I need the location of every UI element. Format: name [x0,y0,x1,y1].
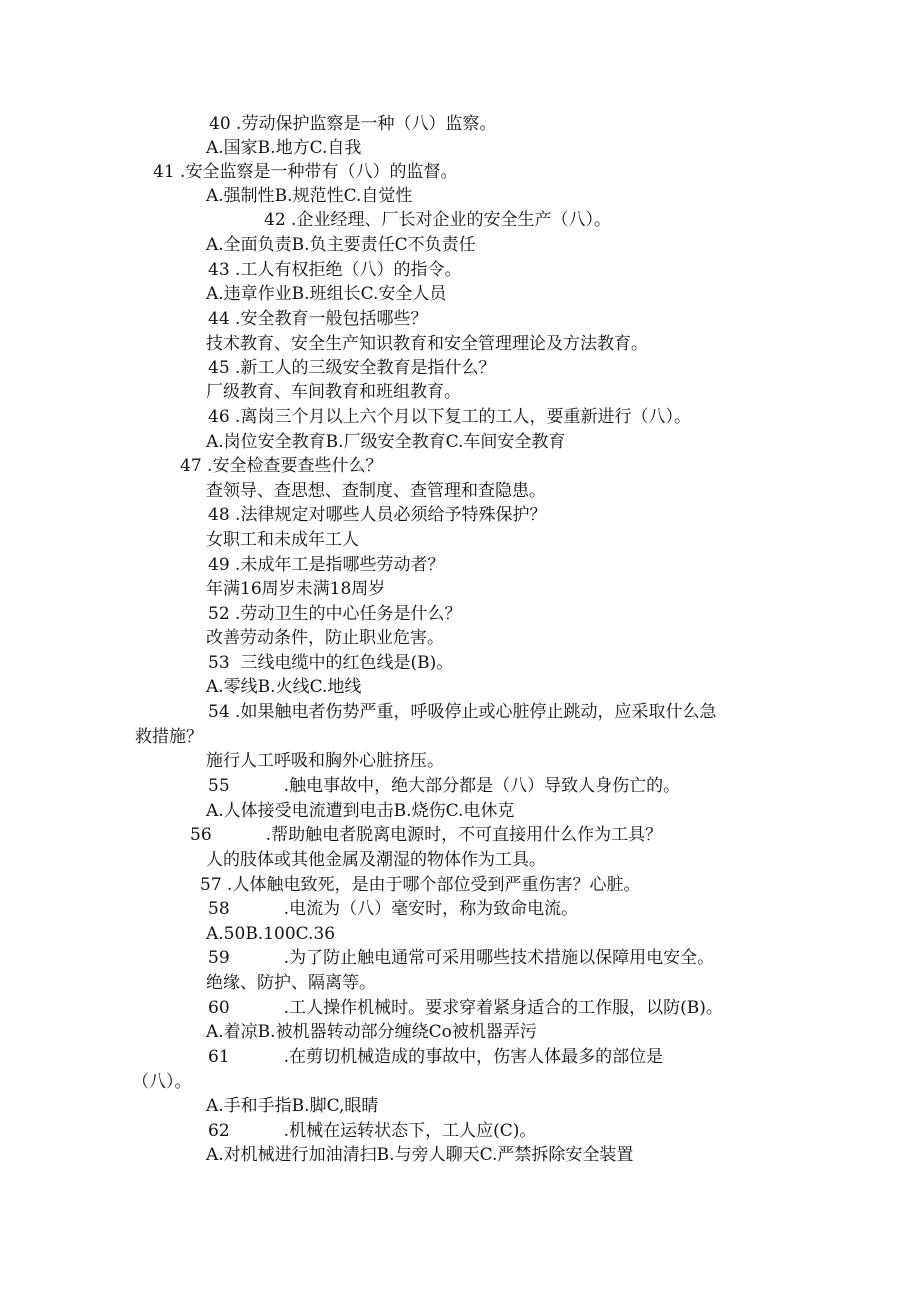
options-41: A.强制性B.规范性C.自觉性 [206,186,413,206]
options-53: A.零线B.火线C.地线 [206,677,362,697]
answer-54: 施行人工呼吸和胸外心脏挤压。 [206,751,444,771]
answer-44: 技术教育、安全生产知识教育和安全管理理论及方法教育。 [206,334,648,354]
options-46: A.岗位安全教育B.厂级安全教育C.车间安全教育 [206,432,566,452]
answer-45: 厂级教育、车间教育和班组教育。 [206,382,461,402]
question-52: 52 .劳动卫生的中心任务是什么？ [208,604,462,624]
options-61: A.手和手指B.脚C,眼睛 [206,1096,379,1116]
answer-56: 人的肢体或其他金属及潮湿的物体作为工具。 [206,850,546,870]
question-53: 53 三线电缆中的红色线是(B)。 [208,653,454,673]
answer-47: 查领导、查思想、查制度、查管理和查隐患。 [206,481,546,501]
answer-49: 年满16周岁未满18周岁 [206,579,386,599]
options-58: A.50B.100C.36 [206,924,336,944]
question-44: 44 .安全教育一般包括哪些？ [208,309,428,329]
question-41: 41 .安全监察是一种带有（八）的监督。 [153,162,458,182]
question-54: 54 .如果触电者伤势严重，呼吸停止或心脏停止跳动，应采取什么急 [208,702,717,722]
question-46: 46 .离岗三个月以上六个月以下复工的工人，要重新进行（八）。 [208,407,691,427]
answer-52: 改善劳动条件，防止职业危害。 [206,628,444,648]
question-45: 45 .新工人的三级安全教育是指什么？ [208,358,496,378]
question-47: 47 .安全检查要查些什么？ [180,456,383,476]
question-54-continued: 救措施？ [135,727,203,747]
question-60: 60 .工人操作机械时。要求穿着紧身适合的工作服，以防(B)。 [208,998,723,1018]
options-60: A.着凉B.被机器转动部分缠绕Co被机器弄污 [206,1022,537,1042]
question-61-continued: （八）。 [132,1072,192,1092]
answer-48: 女职工和未成年工人 [206,530,359,550]
options-43: A.违章作业B.班组长C.安全人员 [206,284,447,304]
question-48: 48 .法律规定对哪些人员必须给予特殊保护？ [208,505,547,525]
options-40: A.国家B.地方C.自我 [206,138,362,158]
options-42: A.全面负责B.负主要责任C不负责任 [206,235,476,255]
options-55: A.人体接受电流遭到电击B.烧伤C.电休克 [206,801,515,821]
question-57: 57 .人体触电致死，是由于哪个部位受到严重伤害？心脏。 [200,875,641,895]
question-58: 58 .电流为（八）毫安时，称为致命电流。 [208,899,579,919]
question-49: 49 .未成年工是指哪些劳动者？ [208,555,445,575]
question-42: 42 .企业经理、厂长对企业的安全生产（八）。 [264,210,611,230]
question-43: 43 .工人有权拒绝（八）的指令。 [208,260,462,280]
question-61: 61 .在剪切机械造成的事故中，伤害人体最多的部位是 [208,1047,664,1067]
answer-59: 绝缘、防护、隔离等。 [206,973,376,993]
question-55: 55 .触电事故中，绝大部分都是（八）导致人身伤亡的。 [208,776,681,796]
question-62: 62 .机械在运转状态下，工人应(C)。 [208,1121,537,1141]
options-62: A.对机械进行加油清扫B.与旁人聊天C.严禁拆除安全装置 [206,1145,634,1165]
question-59: 59 .为了防止触电通常可采用哪些技术措施以保障用电安全。 [208,948,715,968]
question-56: 56 .帮助触电者脱离电源时，不可直接用什么作为工具？ [190,825,663,845]
question-40: 40 .劳动保护监察是一种（八）监察。 [209,114,497,134]
